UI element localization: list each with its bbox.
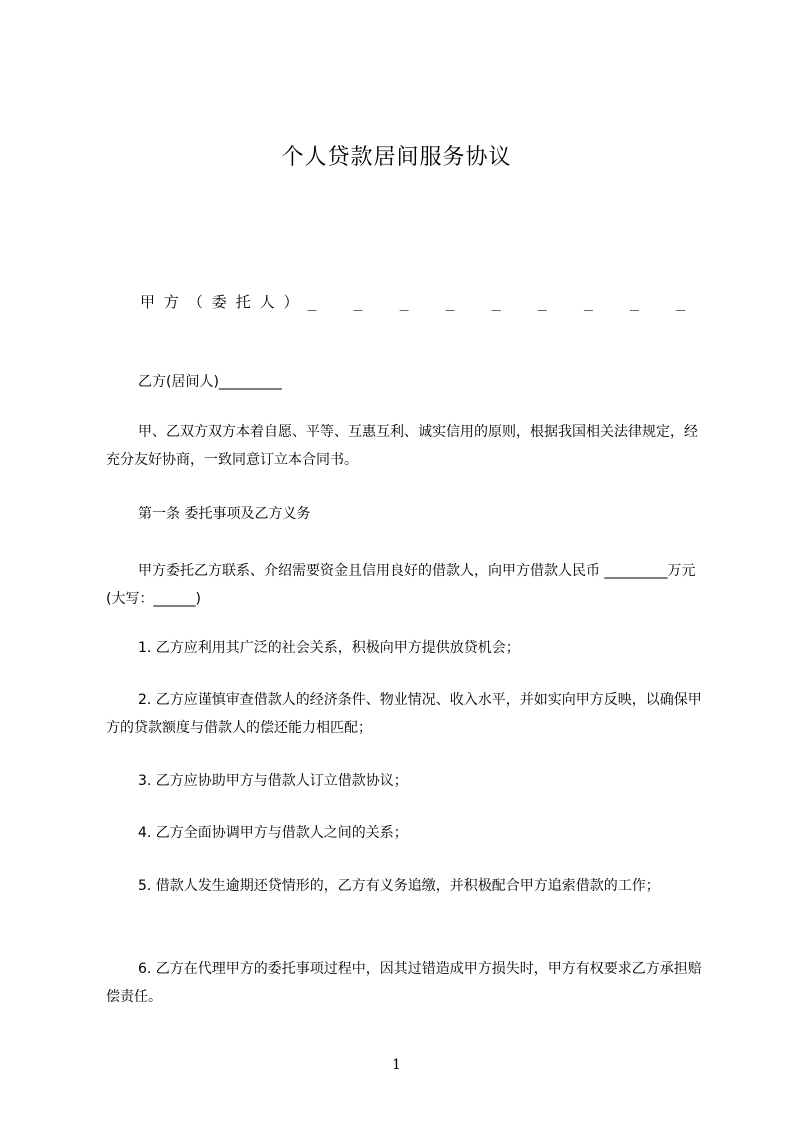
article-1-item: 4. 乙方全面协调甲方与借款人之间的关系； xyxy=(138,825,408,841)
article-1-intro: 甲方委托乙方联系、介绍需要资金且信用良好的借款人，向甲方借款人民币 _________万元(大写：______) xyxy=(106,563,696,607)
article-1-heading: 第一条 委托事项及乙方义务 xyxy=(138,506,311,522)
party-b-line: 乙方(居间人)_________ xyxy=(138,374,282,390)
party-a-char: 人 xyxy=(259,293,275,311)
party-a-blank: _ _ _ _ _ _ _ _ _ xyxy=(307,292,699,311)
article-1-item: 6. 乙方在代理甲方的委托事项过程中，因其过错造成甲方损失时，甲方有权要求乙方承担赔偿责任。 xyxy=(106,961,702,1005)
article-1-item: 3. 乙方应协助甲方与借款人订立借款协议； xyxy=(138,773,408,789)
intro-paragraph: 甲、乙双方双方本着自愿、平等、互惠互利、诚实信用的原则，根据我国相关法律规定，经充分友好协商，一致同意订立本合同书。 xyxy=(106,424,698,468)
article-1-item: 2. 乙方应谨慎审查借款人的经济条件、物业情况、收入水平，并如实向甲方反映，以确保甲方的贷款额度与借款人的偿还能力相匹配； xyxy=(106,692,702,736)
party-a-line xyxy=(140,291,699,312)
article-1-item: 1. 乙方应利用其广泛的社会关系，积极向甲方提供放贷机会； xyxy=(138,640,520,656)
party-a-char: 托 xyxy=(235,293,251,311)
article-1-item: 5. 借款人发生逾期还贷情形的，乙方有义务追缴，并积极配合甲方追索借款的工作； xyxy=(138,878,660,894)
page-number: 1 xyxy=(392,1057,401,1073)
party-a-char: （ xyxy=(187,293,203,311)
document-title: 个人贷款居间服务协议 xyxy=(281,145,512,170)
party-a-char: 甲 xyxy=(140,293,156,311)
party-a-char: 方 xyxy=(163,293,179,311)
party-a-char: 委 xyxy=(211,293,227,311)
party-a-char: ） xyxy=(283,293,299,311)
